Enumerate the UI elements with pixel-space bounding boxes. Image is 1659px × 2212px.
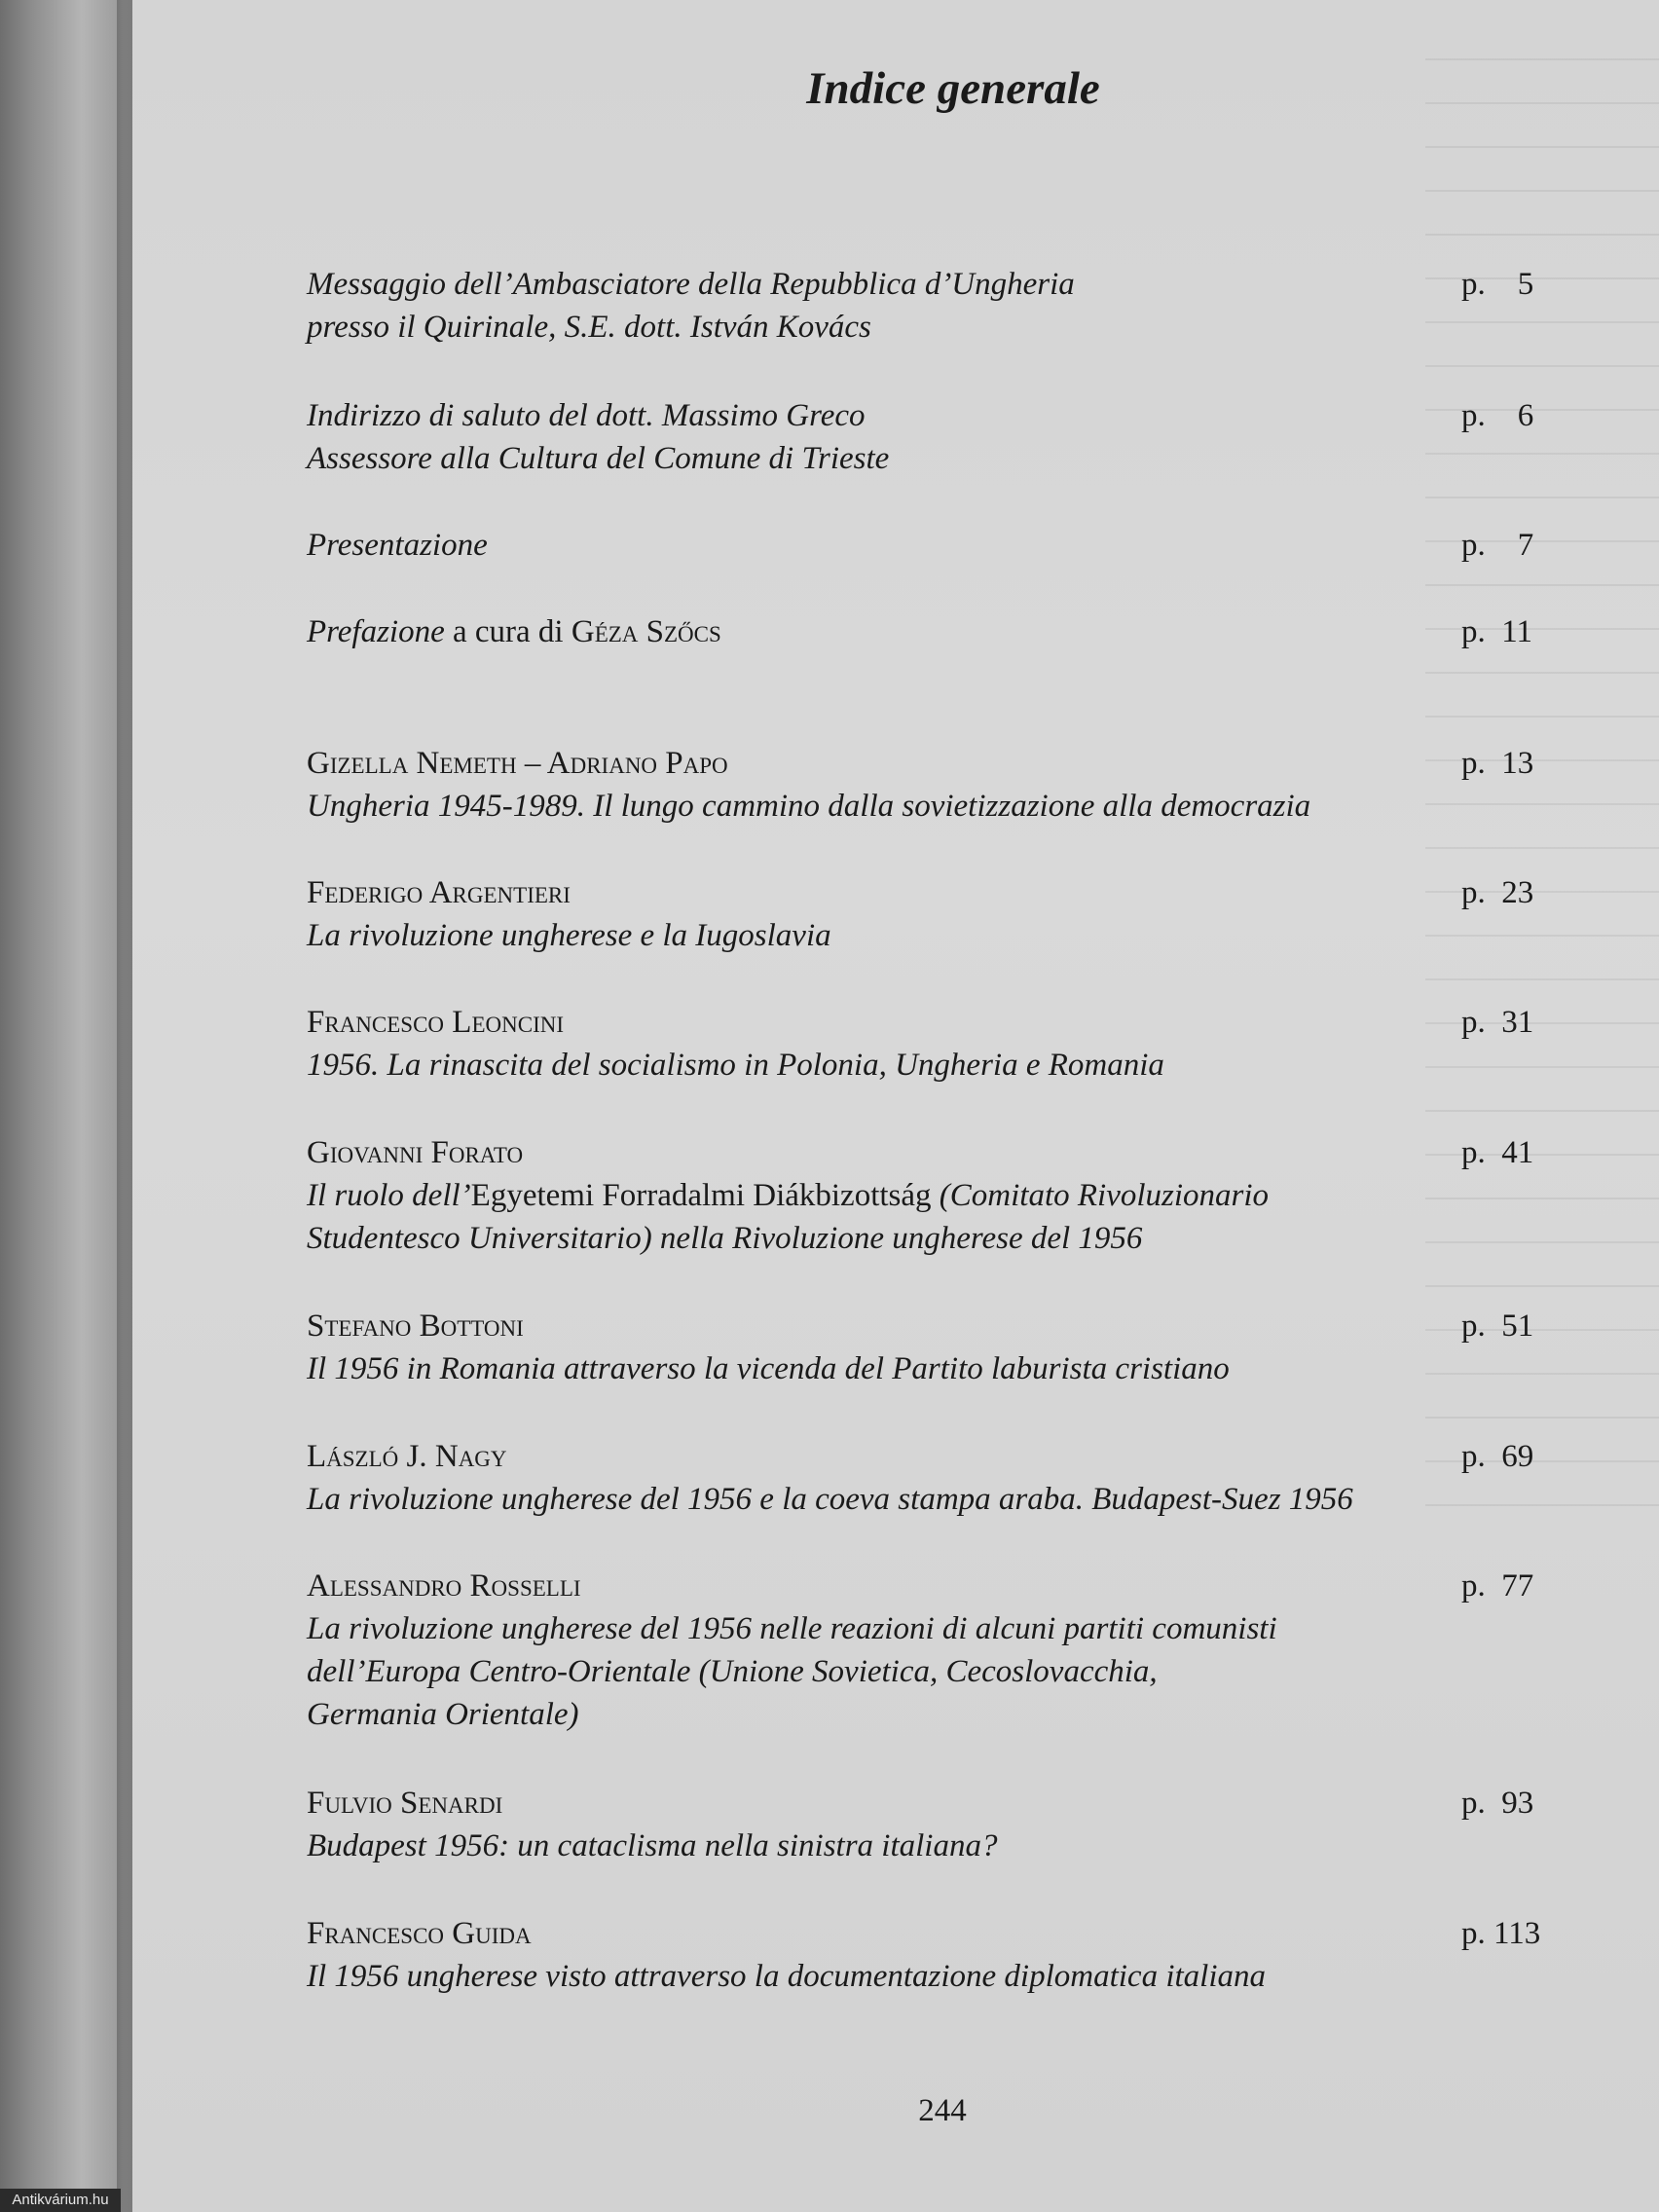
page-number: p. 77 [1461, 1568, 1534, 1604]
entry-title-line [307, 1174, 1572, 1217]
watermark-label: Antikvárium.hu [0, 2189, 121, 2212]
entry-author: Gizella Nemeth – Adriano Papo [307, 746, 728, 781]
toc-entry-leoncini [307, 1001, 1572, 1087]
toc-entry-forato [307, 1131, 1572, 1260]
page-number: p. 113 [1461, 1916, 1541, 1951]
entry-title-part: (Comitato Rivoluzionario [931, 1178, 1270, 1213]
page-number: p. 69 [1461, 1439, 1534, 1474]
page-number: p. 6 [1461, 398, 1534, 433]
entry-title-line: Presentazione [307, 528, 488, 563]
entry-title-line: Ungheria 1945-1989. Il lungo cammino dalla sovietizzazione alla democrazia [307, 789, 1311, 824]
book-spine [0, 0, 136, 2212]
toc-entry-rosselli [307, 1565, 1572, 1736]
entry-title-line: La rivoluzione ungherese del 1956 nelle reazioni di alcuni partiti comunisti [307, 1611, 1277, 1646]
entry-title-line: presso il Quirinale, S.E. dott. István Kovács [307, 310, 871, 345]
page-number: p. 51 [1461, 1309, 1534, 1344]
entry-author: László J. Nagy [307, 1439, 507, 1474]
toc-entry-presentazione [307, 524, 1572, 567]
toc-entry-guida [307, 1912, 1572, 1998]
toc-entry-nagy [307, 1435, 1572, 1521]
entry-title-line: 1956. La rinascita del socialismo in Polonia, Ungheria e Romania [307, 1048, 1164, 1083]
entry-title-hungarian: Egyetemi Forradalmi Diákbizottság [470, 1178, 932, 1213]
entry-author: Fulvio Senardi [307, 1786, 503, 1821]
page-number: p. 7 [1461, 528, 1534, 563]
entry-title-line: Budapest 1956: un cataclisma nella sinistra italiana? [307, 1828, 998, 1863]
entry-title-line: La rivoluzione ungherese del 1956 e la coeva stampa araba. Budapest-Suez 1956 [307, 1482, 1353, 1517]
toc-entry-nemeth-papo [307, 742, 1572, 828]
toc-entry-prefazione [307, 610, 1572, 653]
entry-author: Francesco Guida [307, 1916, 532, 1951]
entry-author: Stefano Bottoni [307, 1309, 524, 1344]
page-number: p. 31 [1461, 1005, 1534, 1040]
toc-entry-greeting [307, 394, 1572, 480]
entry-title: Prefazione [307, 614, 445, 649]
page-number: p. 13 [1461, 746, 1534, 781]
entry-title-line: Germania Orientale) [307, 1697, 579, 1732]
toc-entry-ambassador-message [307, 263, 1572, 349]
entry-title-line: Il 1956 ungherese visto attraverso la documentazione diplomatica italiana [307, 1959, 1266, 1994]
page-number: p. 41 [1461, 1135, 1534, 1170]
entry-author: Giovanni Forato [307, 1135, 524, 1170]
page-number: p. 11 [1461, 614, 1533, 649]
page-number: p. 5 [1461, 267, 1534, 302]
entry-author: Federigo Argentieri [307, 875, 571, 910]
entry-title-line: Indirizzo di saluto del dott. Massimo Greco [307, 398, 866, 433]
folio-page-number: 244 [918, 2093, 967, 2128]
page-number: p. 93 [1461, 1786, 1534, 1821]
entry-title-line: Messaggio dell’Ambasciatore della Repubblica d’Ungheria [307, 267, 1075, 302]
toc-entry-senardi [307, 1782, 1572, 1867]
toc-entry-bottoni [307, 1305, 1572, 1390]
entry-title-line: Assessore alla Cultura del Comune di Trieste [307, 441, 890, 476]
entry-title-line: Studentesco Universitario) nella Rivoluzione ungherese del 1956 [307, 1221, 1143, 1256]
entry-title-line: dell’Europa Centro-Orientale (Unione Sovietica, Cecoslovacchia, [307, 1654, 1158, 1689]
entry-author: Francesco Leoncini [307, 1005, 564, 1040]
entry-title-line: La rivoluzione ungherese e la Iugoslavia [307, 918, 831, 953]
page-number: p. 23 [1461, 875, 1534, 910]
entry-connector: a cura di [444, 614, 571, 649]
toc-entry-argentieri [307, 871, 1572, 957]
entry-title-part: Il ruolo dell’ [307, 1178, 471, 1213]
entry-title-line [307, 610, 1572, 653]
page-title: Indice generale [806, 63, 1100, 114]
entry-author: Alessandro Rosselli [307, 1568, 581, 1604]
entry-author: Géza Szőcs [571, 614, 721, 649]
entry-title-line: Il 1956 in Romania attraverso la vicenda del Partito laburista cristiano [307, 1351, 1230, 1386]
